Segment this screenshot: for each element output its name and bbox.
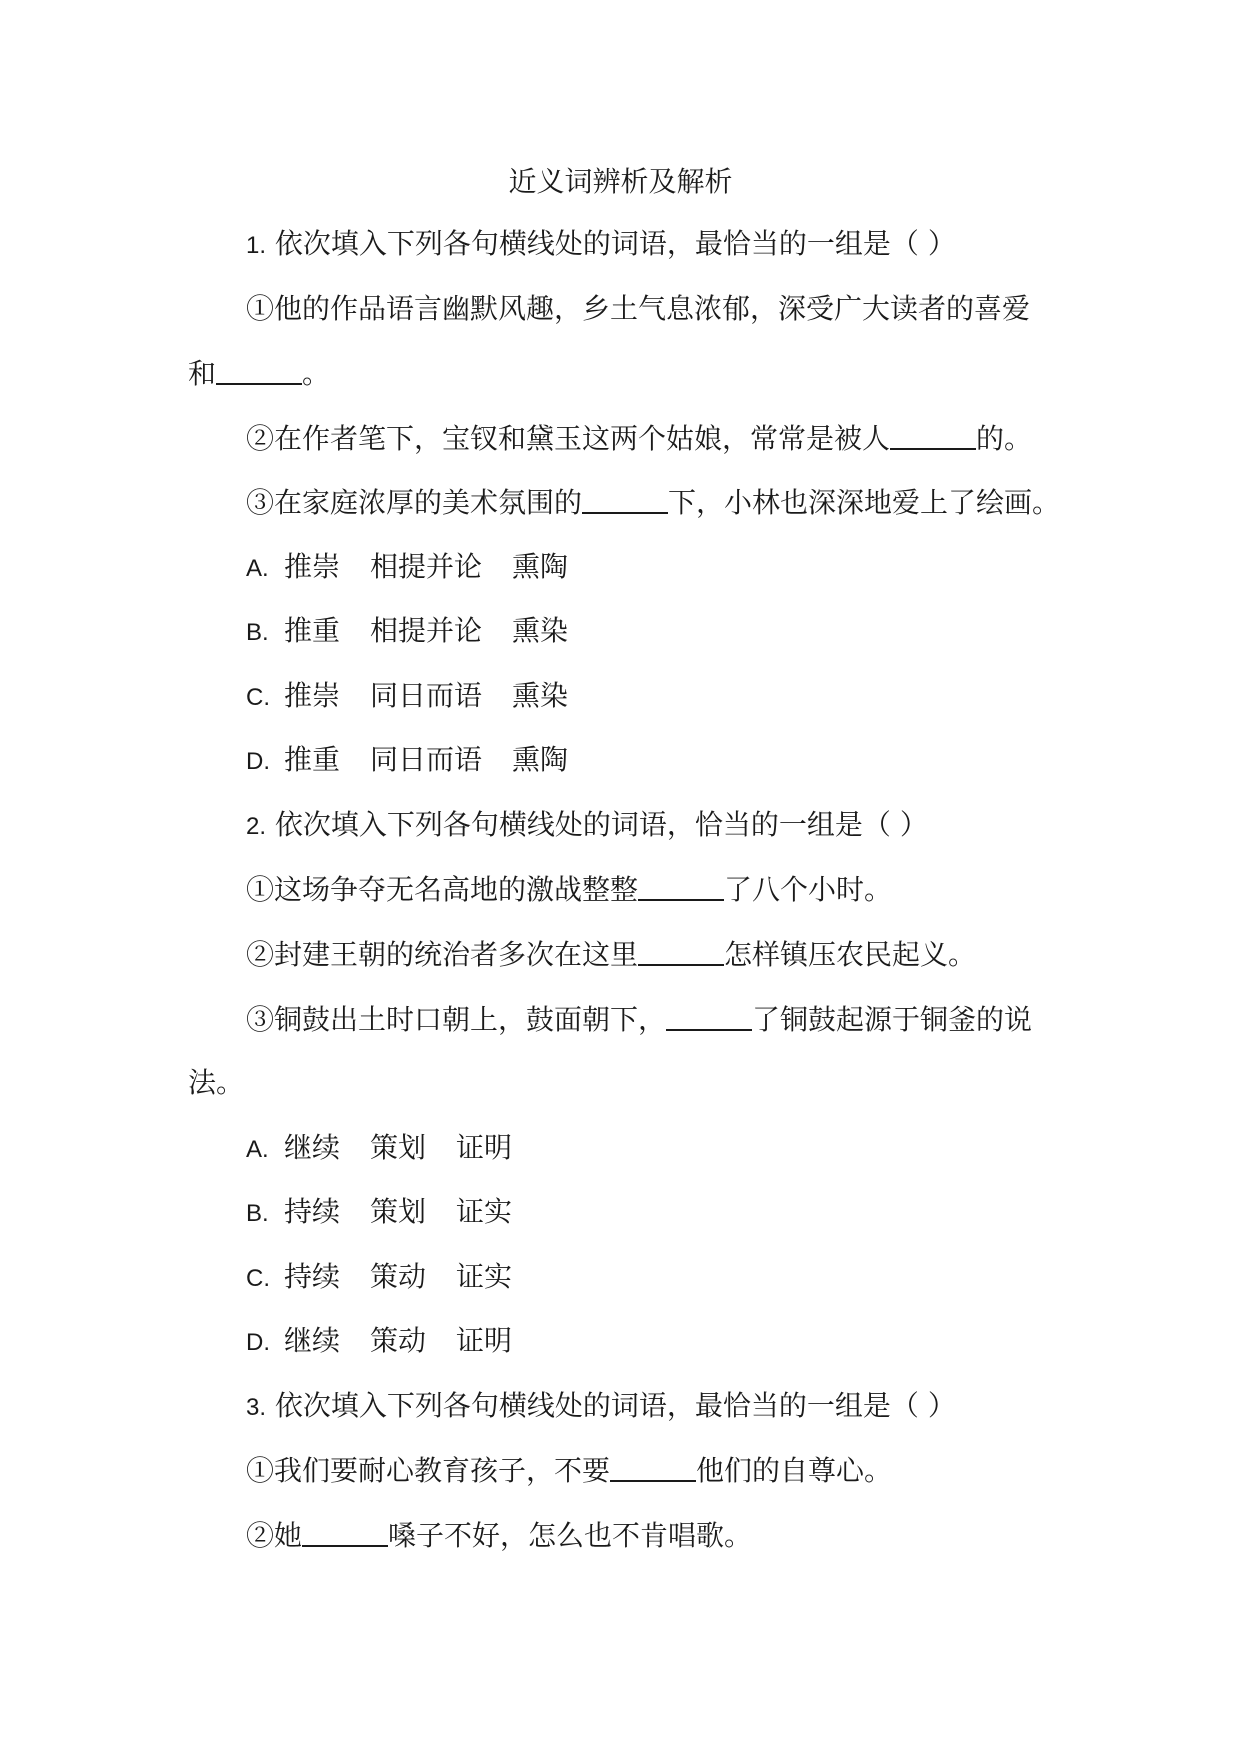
option-word: 相提并论 (370, 550, 483, 583)
sentence-text: 了铜鼓起源于铜釜的说 (752, 1003, 1033, 1036)
option-letter: B. (246, 619, 269, 646)
option-c (246, 676, 598, 718)
question-3-sentence-1 (246, 1450, 892, 1491)
question-1-stem (246, 224, 956, 266)
question-1-sentence-3 (246, 482, 1060, 523)
sentence-text: 和 (188, 357, 217, 390)
sentence-text: 法。 (188, 1066, 245, 1099)
sentence-text: 的。 (976, 422, 1033, 455)
sentence-text: ③铜鼓出土时口朝上，鼓面朝下， (246, 1003, 667, 1036)
question-text: 依次填入下列各句横线处的词语，最恰当的一组是（ ） (274, 1389, 956, 1422)
option-word: 证明 (456, 1131, 513, 1164)
question-1-sentence-2 (246, 418, 1032, 459)
question-text: 依次填入下列各句横线处的词语，最恰当的一组是（ ） (274, 227, 956, 260)
sentence-text: ②她 (246, 1519, 303, 1552)
sentence-text: ①这场争夺无名高地的激战整整 (246, 873, 639, 906)
sentence-text: 嗓子不好，怎么也不肯唱歌。 (388, 1519, 753, 1552)
sentence-text: ②封建王朝的统治者多次在这里 (246, 938, 639, 971)
question-2-sentence-1 (246, 869, 892, 910)
question-number: 2. (246, 813, 267, 840)
sentence-text: 怎样镇压农民起义。 (724, 938, 977, 971)
sentence-text: 他们的自尊心。 (696, 1454, 893, 1487)
option-c (246, 1257, 542, 1299)
option-d (246, 740, 598, 782)
sentence-text: 下，小林也深深地爱上了绘画。 (668, 486, 1061, 519)
option-word: 熏染 (512, 679, 569, 712)
option-letter: A. (246, 555, 269, 582)
question-3-stem (246, 1386, 956, 1428)
option-word: 推重 (284, 614, 341, 647)
option-a (246, 547, 598, 589)
option-word: 证明 (456, 1324, 513, 1357)
question-2-sentence-3-cont (188, 1063, 244, 1103)
option-letter: D. (246, 748, 270, 775)
question-2-sentence-2 (246, 934, 976, 975)
question-1-sentence-1 (246, 289, 1030, 329)
option-word: 策划 (370, 1131, 427, 1164)
option-word: 熏陶 (512, 743, 569, 776)
option-letter: C. (246, 1265, 270, 1292)
answer-blank (890, 418, 976, 450)
option-a (246, 1128, 542, 1170)
option-letter: D. (246, 1329, 270, 1356)
option-letter: B. (246, 1200, 269, 1227)
answer-blank (302, 1515, 388, 1547)
option-word: 推重 (284, 743, 341, 776)
question-number: 1. (246, 232, 267, 259)
option-word: 证实 (456, 1260, 513, 1293)
option-word: 同日而语 (370, 679, 483, 712)
option-b (246, 1192, 542, 1234)
question-2-stem (246, 805, 928, 847)
option-word: 策动 (370, 1260, 427, 1293)
answer-blank (638, 934, 724, 966)
option-word: 相提并论 (370, 614, 483, 647)
sentence-text: ①我们要耐心教育孩子，不要 (246, 1454, 611, 1487)
option-word: 同日而语 (370, 743, 483, 776)
option-word: 持续 (284, 1195, 341, 1228)
document-title: 近义词辨析及解析 (508, 165, 733, 198)
answer-blank (666, 999, 752, 1031)
option-word: 策划 (370, 1195, 427, 1228)
option-word: 熏染 (512, 614, 569, 647)
answer-blank (582, 482, 668, 514)
question-1-sentence-1-cont (188, 353, 330, 394)
answer-blank (610, 1450, 696, 1482)
sentence-text: ②在作者笔下，宝钗和黛玉这两个姑娘，常常是被人 (246, 422, 891, 455)
option-word: 继续 (284, 1131, 341, 1164)
answer-blank (216, 353, 302, 385)
question-number: 3. (246, 1394, 267, 1421)
question-3-sentence-2 (246, 1515, 752, 1556)
option-word: 推崇 (284, 550, 341, 583)
option-b (246, 611, 598, 653)
question-2-sentence-3 (246, 999, 1032, 1040)
sentence-text: ①他的作品语言幽默风趣，乡土气息浓郁，深受广大读者的喜爱 (246, 292, 1031, 325)
sentence-text: ③在家庭浓厚的美术氛围的 (246, 486, 583, 519)
option-word: 熏陶 (512, 550, 569, 583)
answer-blank (638, 869, 724, 901)
option-word: 策动 (370, 1324, 427, 1357)
question-text: 依次填入下列各句横线处的词语，恰当的一组是（ ） (274, 808, 928, 841)
sentence-text: 。 (302, 357, 331, 390)
option-d (246, 1321, 542, 1363)
option-word: 证实 (456, 1195, 513, 1228)
option-letter: A. (246, 1136, 269, 1163)
option-word: 继续 (284, 1324, 341, 1357)
option-word: 持续 (284, 1260, 341, 1293)
option-letter: C. (246, 684, 270, 711)
sentence-text: 了八个小时。 (724, 873, 893, 906)
option-word: 推崇 (284, 679, 341, 712)
